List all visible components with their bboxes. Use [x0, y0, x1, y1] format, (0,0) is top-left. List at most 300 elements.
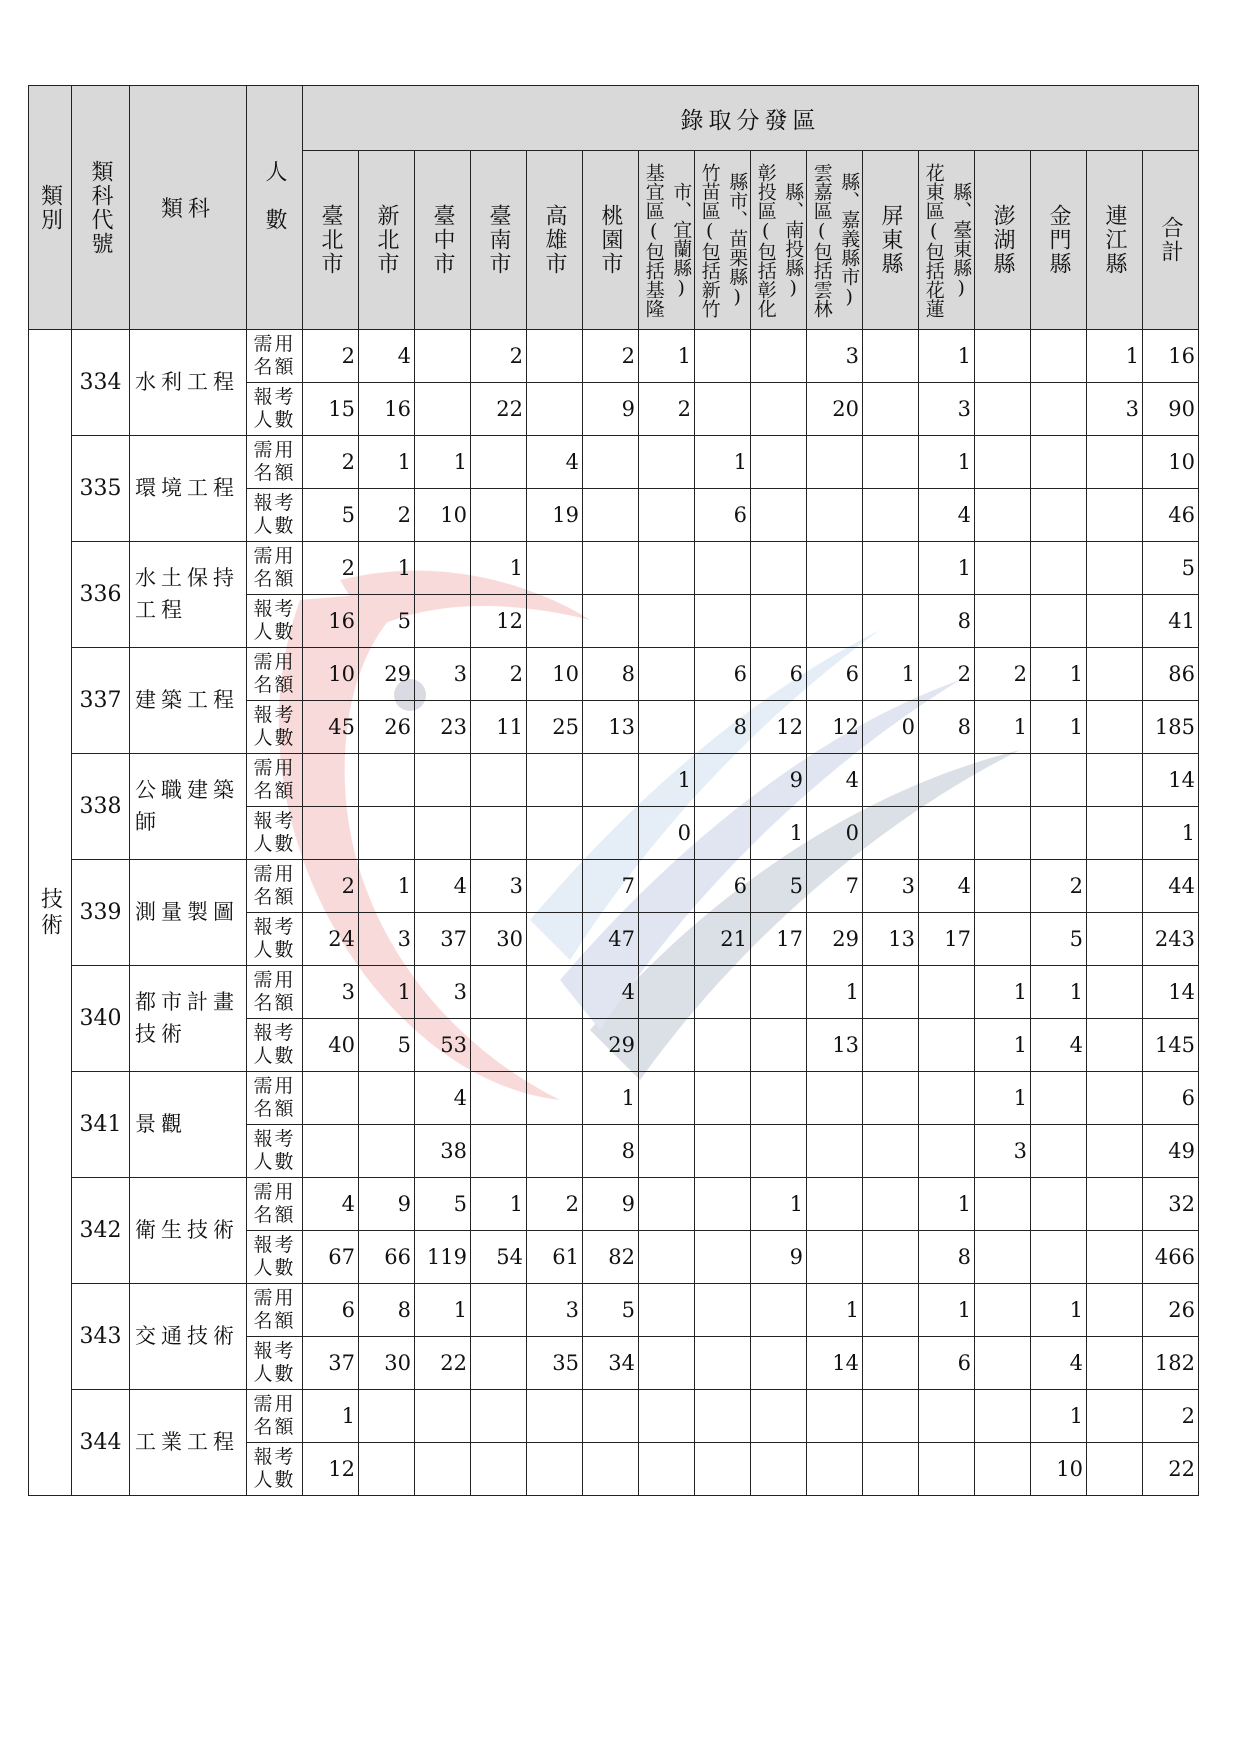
value-cell: 12: [471, 595, 527, 648]
total-cell: 90: [1143, 383, 1199, 436]
value-cell: [527, 1390, 583, 1443]
value-cell: 3: [359, 913, 415, 966]
value-cell: [639, 595, 695, 648]
value-cell: [975, 860, 1031, 913]
value-cell: [751, 1337, 807, 1390]
value-cell: [527, 807, 583, 860]
value-cell: [1087, 860, 1143, 913]
value-cell: [359, 1125, 415, 1178]
applicants-label: 報考 人數: [247, 913, 303, 966]
value-cell: 0: [639, 807, 695, 860]
value-cell: [751, 542, 807, 595]
value-cell: [975, 330, 1031, 383]
value-cell: [527, 1019, 583, 1072]
value-cell: [527, 1072, 583, 1125]
value-cell: [975, 595, 1031, 648]
value-cell: 1: [359, 542, 415, 595]
value-cell: [527, 1125, 583, 1178]
applicants-label: 報考 人數: [247, 383, 303, 436]
value-cell: [639, 1125, 695, 1178]
value-cell: [919, 1072, 975, 1125]
value-cell: 3: [415, 648, 471, 701]
value-cell: 8: [583, 1125, 639, 1178]
value-cell: 3: [919, 383, 975, 436]
value-cell: 29: [583, 1019, 639, 1072]
value-cell: 6: [919, 1337, 975, 1390]
value-cell: [975, 1337, 1031, 1390]
value-cell: [863, 595, 919, 648]
table-row: [29, 436, 1199, 489]
value-cell: [415, 383, 471, 436]
region-header: 彰投區(包括彰化 縣、南投縣): [751, 151, 807, 330]
value-cell: [583, 807, 639, 860]
value-cell: [919, 1125, 975, 1178]
value-cell: 1: [583, 1072, 639, 1125]
value-cell: [695, 1284, 751, 1337]
value-cell: [751, 966, 807, 1019]
value-cell: 2: [471, 648, 527, 701]
value-cell: 53: [415, 1019, 471, 1072]
need-label: 需用 名額: [247, 330, 303, 383]
value-cell: [415, 542, 471, 595]
value-cell: [695, 1231, 751, 1284]
total-cell: 1: [1143, 807, 1199, 860]
subject-name: 公職建築 師: [130, 754, 247, 860]
table-row: [29, 1072, 1199, 1125]
value-cell: [471, 807, 527, 860]
value-cell: [863, 436, 919, 489]
value-cell: [639, 489, 695, 542]
value-cell: 4: [919, 489, 975, 542]
value-cell: 23: [415, 701, 471, 754]
value-cell: [807, 1178, 863, 1231]
value-cell: [471, 436, 527, 489]
applicants-label: 報考 人數: [247, 701, 303, 754]
value-cell: 3: [471, 860, 527, 913]
value-cell: [1087, 701, 1143, 754]
value-cell: 30: [359, 1337, 415, 1390]
value-cell: 8: [583, 648, 639, 701]
applicants-label: 報考 人數: [247, 807, 303, 860]
value-cell: [863, 1072, 919, 1125]
value-cell: 1: [1087, 330, 1143, 383]
value-cell: [583, 436, 639, 489]
subject-name: 測量製圖: [130, 860, 247, 966]
applicants-label: 報考 人數: [247, 489, 303, 542]
value-cell: [751, 489, 807, 542]
value-cell: 20: [807, 383, 863, 436]
value-cell: [471, 1284, 527, 1337]
need-label: 需用 名額: [247, 1284, 303, 1337]
region-header: 連江縣: [1087, 151, 1143, 330]
need-label: 需用 名額: [247, 1072, 303, 1125]
total-cell: 14: [1143, 966, 1199, 1019]
value-cell: [975, 436, 1031, 489]
applicants-label: 報考 人數: [247, 1443, 303, 1496]
value-cell: [695, 754, 751, 807]
region-header: 屏東縣: [863, 151, 919, 330]
value-cell: [471, 489, 527, 542]
value-cell: [1031, 436, 1087, 489]
region-header: 桃園市: [583, 151, 639, 330]
value-cell: [639, 966, 695, 1019]
value-cell: [1031, 1072, 1087, 1125]
value-cell: [807, 542, 863, 595]
value-cell: 1: [807, 1284, 863, 1337]
total-cell: 32: [1143, 1178, 1199, 1231]
value-cell: [975, 807, 1031, 860]
subject-code: 335: [72, 436, 130, 542]
value-cell: [695, 542, 751, 595]
subject-name: 工業工程: [130, 1390, 247, 1496]
value-cell: [919, 807, 975, 860]
value-cell: 1: [919, 436, 975, 489]
value-cell: [1087, 1284, 1143, 1337]
value-cell: [415, 754, 471, 807]
value-cell: 47: [583, 913, 639, 966]
table-row: [29, 1284, 1199, 1337]
value-cell: [751, 1072, 807, 1125]
value-cell: 1: [1031, 701, 1087, 754]
subject-name: 都市計畫 技術: [130, 966, 247, 1072]
value-cell: [303, 1072, 359, 1125]
subject-name: 交通技術: [130, 1284, 247, 1390]
value-cell: 29: [359, 648, 415, 701]
value-cell: 12: [807, 701, 863, 754]
value-cell: 1: [919, 542, 975, 595]
value-cell: 66: [359, 1231, 415, 1284]
applicants-label: 報考 人數: [247, 1019, 303, 1072]
value-cell: [527, 595, 583, 648]
category-header: 類別: [29, 86, 72, 330]
value-cell: [1087, 1443, 1143, 1496]
region-header: 高雄市: [527, 151, 583, 330]
category-cell: 技術: [29, 330, 72, 1496]
value-cell: [639, 542, 695, 595]
value-cell: [583, 595, 639, 648]
value-cell: [1031, 1125, 1087, 1178]
value-cell: 10: [1031, 1443, 1087, 1496]
value-cell: [639, 860, 695, 913]
value-cell: 35: [527, 1337, 583, 1390]
value-cell: [975, 489, 1031, 542]
region-header: 臺中市: [415, 151, 471, 330]
total-cell: 10: [1143, 436, 1199, 489]
value-cell: 1: [919, 330, 975, 383]
total-cell: 466: [1143, 1231, 1199, 1284]
subject-name: 環境工程: [130, 436, 247, 542]
region-header: 合計: [1143, 151, 1199, 330]
value-cell: 1: [303, 1390, 359, 1443]
value-cell: [527, 383, 583, 436]
value-cell: [975, 1443, 1031, 1496]
applicants-label: 報考 人數: [247, 595, 303, 648]
value-cell: 38: [415, 1125, 471, 1178]
value-cell: [863, 807, 919, 860]
value-cell: [975, 913, 1031, 966]
value-cell: [1031, 754, 1087, 807]
value-cell: [1087, 913, 1143, 966]
total-cell: 6: [1143, 1072, 1199, 1125]
value-cell: [527, 542, 583, 595]
value-cell: 5: [1031, 913, 1087, 966]
need-label: 需用 名額: [247, 860, 303, 913]
value-cell: [975, 1231, 1031, 1284]
value-cell: 25: [527, 701, 583, 754]
value-cell: [695, 1125, 751, 1178]
value-cell: 54: [471, 1231, 527, 1284]
value-cell: 26: [359, 701, 415, 754]
value-cell: [751, 1390, 807, 1443]
value-cell: 4: [415, 860, 471, 913]
value-cell: [527, 754, 583, 807]
value-cell: [807, 1125, 863, 1178]
value-cell: 34: [583, 1337, 639, 1390]
value-cell: [751, 436, 807, 489]
value-cell: [863, 1284, 919, 1337]
region-header: 臺北市: [303, 151, 359, 330]
value-cell: [1087, 966, 1143, 1019]
value-cell: 4: [415, 1072, 471, 1125]
value-cell: 8: [919, 595, 975, 648]
value-cell: [415, 595, 471, 648]
value-cell: [863, 1337, 919, 1390]
value-cell: 2: [303, 542, 359, 595]
value-cell: [863, 1443, 919, 1496]
value-cell: [863, 1231, 919, 1284]
value-cell: 22: [415, 1337, 471, 1390]
value-cell: [583, 489, 639, 542]
value-cell: [751, 1284, 807, 1337]
value-cell: [695, 595, 751, 648]
value-cell: 2: [303, 860, 359, 913]
value-cell: [639, 648, 695, 701]
value-cell: [751, 330, 807, 383]
value-cell: [863, 1125, 919, 1178]
value-cell: 24: [303, 913, 359, 966]
value-cell: 6: [695, 860, 751, 913]
value-cell: 2: [919, 648, 975, 701]
subject-code: 336: [72, 542, 130, 648]
value-cell: 4: [919, 860, 975, 913]
value-cell: [471, 966, 527, 1019]
need-label: 需用 名額: [247, 542, 303, 595]
value-cell: [527, 966, 583, 1019]
value-cell: [1087, 1072, 1143, 1125]
subject-name: 衛生技術: [130, 1178, 247, 1284]
value-cell: 5: [415, 1178, 471, 1231]
value-cell: [639, 1284, 695, 1337]
value-cell: 22: [471, 383, 527, 436]
table-row: [29, 860, 1199, 913]
value-cell: 29: [807, 913, 863, 966]
value-cell: 1: [415, 436, 471, 489]
subject-header: 類科: [130, 86, 247, 330]
value-cell: [919, 1019, 975, 1072]
value-cell: 37: [415, 913, 471, 966]
value-cell: 3: [415, 966, 471, 1019]
value-cell: [975, 542, 1031, 595]
value-cell: [751, 1125, 807, 1178]
subject-code: 344: [72, 1390, 130, 1496]
value-cell: [863, 966, 919, 1019]
value-cell: 10: [527, 648, 583, 701]
value-cell: 1: [1031, 1284, 1087, 1337]
value-cell: [1087, 1231, 1143, 1284]
value-cell: 1: [639, 330, 695, 383]
value-cell: 82: [583, 1231, 639, 1284]
value-cell: 45: [303, 701, 359, 754]
value-cell: 1: [471, 1178, 527, 1231]
value-cell: 0: [863, 701, 919, 754]
value-cell: [1087, 1019, 1143, 1072]
total-cell: 16: [1143, 330, 1199, 383]
value-cell: 9: [359, 1178, 415, 1231]
value-cell: [1031, 807, 1087, 860]
value-cell: 7: [583, 860, 639, 913]
value-cell: 1: [415, 1284, 471, 1337]
need-label: 需用 名額: [247, 966, 303, 1019]
total-cell: 46: [1143, 489, 1199, 542]
table-row: [29, 966, 1199, 1019]
value-cell: [639, 1019, 695, 1072]
value-cell: 17: [751, 913, 807, 966]
value-cell: [751, 383, 807, 436]
value-cell: [1031, 595, 1087, 648]
value-cell: 4: [1031, 1337, 1087, 1390]
value-cell: [527, 860, 583, 913]
value-cell: 3: [1087, 383, 1143, 436]
value-cell: 5: [751, 860, 807, 913]
value-cell: 8: [919, 701, 975, 754]
total-cell: 185: [1143, 701, 1199, 754]
subject-code: 334: [72, 330, 130, 436]
value-cell: 8: [359, 1284, 415, 1337]
value-cell: 37: [303, 1337, 359, 1390]
value-cell: 11: [471, 701, 527, 754]
value-cell: 5: [359, 595, 415, 648]
code-header: 類科代號: [72, 86, 130, 330]
total-cell: 243: [1143, 913, 1199, 966]
value-cell: 1: [359, 436, 415, 489]
region-header: 花東區(包括花蓮 縣、臺東縣): [919, 151, 975, 330]
value-cell: 10: [415, 489, 471, 542]
value-cell: [751, 595, 807, 648]
value-cell: 1: [975, 966, 1031, 1019]
total-cell: 41: [1143, 595, 1199, 648]
value-cell: [1087, 436, 1143, 489]
value-cell: [1087, 1125, 1143, 1178]
total-cell: 145: [1143, 1019, 1199, 1072]
value-cell: 2: [303, 330, 359, 383]
value-cell: [303, 807, 359, 860]
value-cell: 4: [1031, 1019, 1087, 1072]
value-cell: [639, 1443, 695, 1496]
value-cell: [863, 489, 919, 542]
value-cell: [471, 1019, 527, 1072]
value-cell: 16: [303, 595, 359, 648]
value-cell: [1031, 330, 1087, 383]
value-cell: [527, 1443, 583, 1496]
value-cell: [919, 1390, 975, 1443]
value-cell: 1: [975, 701, 1031, 754]
value-cell: [639, 1231, 695, 1284]
value-cell: [415, 807, 471, 860]
value-cell: 2: [639, 383, 695, 436]
value-cell: 6: [751, 648, 807, 701]
value-cell: 30: [471, 913, 527, 966]
value-cell: 4: [527, 436, 583, 489]
value-cell: 5: [359, 1019, 415, 1072]
value-cell: 4: [807, 754, 863, 807]
value-cell: 3: [303, 966, 359, 1019]
table-row: [29, 542, 1199, 595]
value-cell: 2: [1031, 860, 1087, 913]
total-cell: 49: [1143, 1125, 1199, 1178]
value-cell: 1: [1031, 1390, 1087, 1443]
value-cell: [1031, 489, 1087, 542]
value-cell: 1: [471, 542, 527, 595]
value-cell: [695, 1072, 751, 1125]
table-row: [29, 1178, 1199, 1231]
value-cell: [1031, 1178, 1087, 1231]
value-cell: [863, 1390, 919, 1443]
value-cell: [975, 383, 1031, 436]
region-header: 金門縣: [1031, 151, 1087, 330]
value-cell: 6: [695, 648, 751, 701]
total-cell: 182: [1143, 1337, 1199, 1390]
value-cell: [1031, 542, 1087, 595]
value-cell: 1: [359, 860, 415, 913]
value-cell: 10: [303, 648, 359, 701]
value-cell: 1: [1031, 648, 1087, 701]
value-cell: 1: [751, 807, 807, 860]
value-cell: [639, 1337, 695, 1390]
value-cell: [919, 1443, 975, 1496]
value-cell: 7: [807, 860, 863, 913]
value-cell: [695, 807, 751, 860]
subject-code: 343: [72, 1284, 130, 1390]
value-cell: 1: [359, 966, 415, 1019]
value-cell: 2: [583, 330, 639, 383]
value-cell: [1087, 1390, 1143, 1443]
subject-code: 342: [72, 1178, 130, 1284]
value-cell: [359, 754, 415, 807]
value-cell: [583, 1390, 639, 1443]
value-cell: [1087, 648, 1143, 701]
value-cell: [695, 966, 751, 1019]
value-cell: [639, 913, 695, 966]
value-cell: [975, 1284, 1031, 1337]
value-cell: 14: [807, 1337, 863, 1390]
value-cell: [1087, 1178, 1143, 1231]
value-cell: 1: [975, 1072, 1031, 1125]
value-cell: 13: [863, 913, 919, 966]
value-cell: [303, 1125, 359, 1178]
value-cell: [359, 807, 415, 860]
value-cell: 4: [583, 966, 639, 1019]
value-cell: [1087, 1337, 1143, 1390]
value-cell: [471, 1337, 527, 1390]
value-cell: [863, 754, 919, 807]
value-cell: 61: [527, 1231, 583, 1284]
value-cell: 3: [975, 1125, 1031, 1178]
value-cell: [639, 1390, 695, 1443]
value-cell: [1087, 807, 1143, 860]
value-cell: 1: [639, 754, 695, 807]
value-cell: [807, 489, 863, 542]
region-header: 雲嘉區(包括雲林 縣、嘉義縣市): [807, 151, 863, 330]
